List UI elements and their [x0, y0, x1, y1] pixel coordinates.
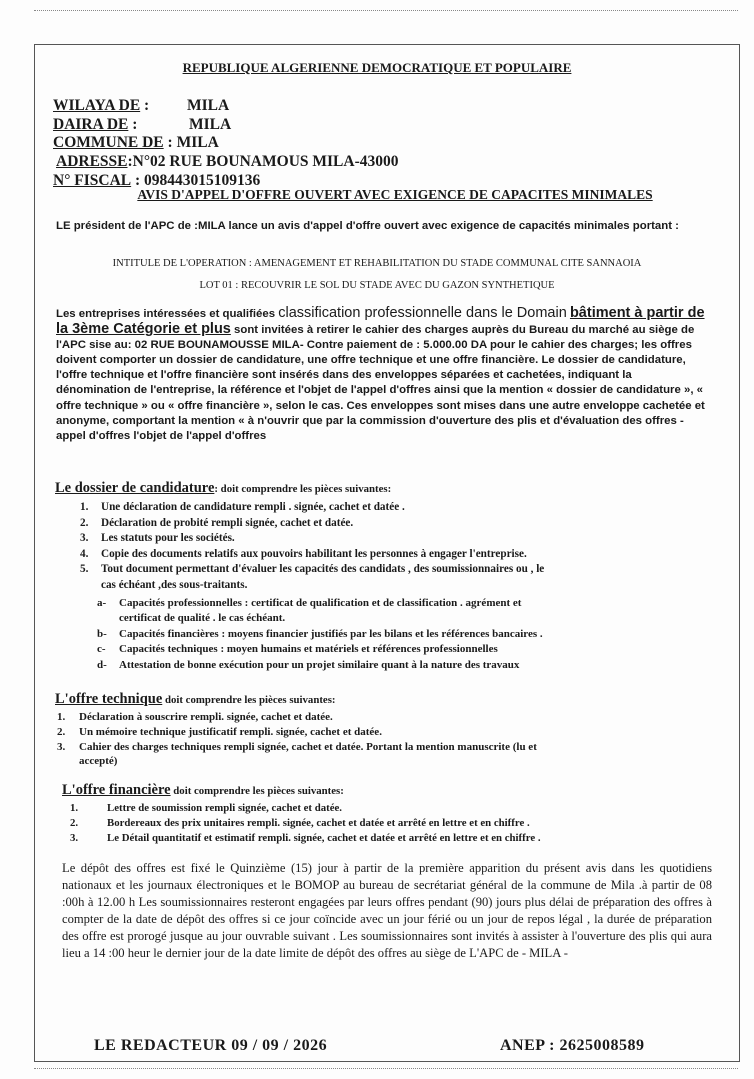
daira-label: DAIRA DE [53, 116, 129, 133]
list-item [80, 562, 754, 578]
anep-number: ANEP : 2625008589 [500, 1037, 645, 1054]
daira-value: MILA [189, 116, 232, 133]
financiere-title: L'offre financière [62, 782, 171, 798]
list-item [97, 596, 754, 611]
list-item-number: d- [97, 658, 107, 671]
list-item [80, 531, 754, 547]
list-item [57, 754, 737, 769]
list-item-text: Capacités techniques : moyen humains et matériels et références professionnelles [119, 643, 498, 656]
list-item-text: Un mémoire technique justificatif rempli. signée, cachet et datée. [79, 725, 382, 738]
document-title: REPUBLIQUE ALGERIENNE DEMOCRATIQUE ET POPULAIRE [182, 60, 572, 75]
operation-title: INTITULE DE L'OPERATION : AMENAGEMENT ET REHABILITATION DU STADE COMMUNAL CITE SANNAOIA [112, 258, 642, 269]
list-item [97, 627, 754, 642]
list-item-text: Déclaration à souscrire rempli. signée, cachet et datée. [79, 711, 333, 723]
financiere-heading [62, 782, 344, 799]
main-paragraph [56, 306, 708, 444]
intro-paragraph: LE président de l'APC de :MILA lance un avis d'appel d'offre ouvert avec exigence de capacités minimales portant : [56, 220, 679, 232]
avis-title: AVIS D'APPEL D'OFFRE OUVERT AVEC EXIGENCE DE CAPACITES MINIMALES [137, 187, 653, 202]
list-item-text: Déclaration de probité rempli signée, cachet et datée. [101, 516, 354, 529]
list-item-text: certificat de qualité . le cas échéant. [119, 612, 286, 625]
commune-value: MILA [176, 134, 219, 151]
main-part2: classification professionnelle dans le Domain [278, 305, 567, 321]
list-item-text: Capacités financières : moyens financier justifiés par les bilans et les références bancaires . [119, 627, 543, 640]
list-item [80, 500, 754, 516]
main-part3: bâtiment à partir de la 3ème Catégorie et plus [56, 305, 705, 338]
list-item-number: 4. [80, 547, 89, 560]
list-item-text: accepté) [79, 755, 118, 768]
commune-label: COMMUNE DE [53, 134, 164, 151]
lot-title: LOT 01 : RECOUVRIR LE SOL DU STADE AVEC DU GAZON SYNTHETIQUE [199, 280, 555, 291]
technique-subtitle: doit comprendre les pièces suivantes: [162, 694, 336, 706]
daira-row: DAIRA DE : MILA [53, 116, 232, 133]
list-item [57, 710, 737, 725]
list-item [80, 578, 754, 594]
list-item-number: c- [97, 643, 106, 656]
list-item [57, 740, 737, 755]
list-item [70, 831, 750, 846]
list-item-text: Capacités professionnelles : certificat de qualification et de classification . agrément et [119, 597, 522, 609]
technique-title: L'offre technique [55, 691, 163, 707]
list-item-number: b- [97, 627, 107, 640]
adresse-value: :N°02 RUE BOUNAMOUS MILA-43000 [127, 153, 399, 170]
top-rule [34, 10, 738, 11]
candidature-title: Le dossier de candidature [55, 480, 215, 496]
list-item-text: Attestation de bonne exécution pour un projet similaire quant à la nature des travaux [119, 658, 520, 671]
redacteur-signature: LE REDACTEUR 09 / 09 / 2026 [94, 1037, 328, 1054]
wilaya-value: MILA [187, 97, 230, 114]
list-item [97, 658, 754, 673]
fiscal-label: N° FISCAL [53, 172, 132, 189]
candidature-subtitle: : doit comprendre les pièces suivantes: [214, 483, 392, 495]
list-item [80, 547, 754, 563]
technique-heading [55, 691, 336, 708]
list-item-number: 2. [70, 816, 79, 829]
list-item-text: Une déclaration de candidature rempli . signée, cachet et datée . [101, 501, 405, 513]
list-item-number: 3. [70, 831, 79, 844]
list-item-text: Tout document permettant d'évaluer les capacités des candidats , des soumissionnaires ou , le [101, 563, 545, 576]
list-item [70, 801, 750, 816]
list-item-text: cas échéant ,des sous-traitants. [101, 579, 248, 591]
list-item [80, 516, 754, 532]
list-item-text: Les statuts pour les sociétés. [101, 532, 235, 545]
list-item-text: Copie des documents relatifs aux pouvoirs habilitant les personnes à engager l'entreprise. [101, 547, 527, 560]
list-item [70, 816, 750, 831]
list-item [57, 725, 737, 740]
list-item-number: 1. [57, 711, 66, 723]
list-item [97, 611, 754, 626]
financiere-subtitle: doit comprendre les pièces suivantes: [170, 785, 344, 797]
list-item-number: 2. [80, 516, 89, 529]
fiscal-value: : 098443015109136 [135, 172, 261, 189]
candidature-heading [55, 480, 391, 497]
list-item-text: Lettre de soumission rempli signée, cachet et datée. [107, 802, 342, 814]
main-part1: Les entreprises intéressées et qualifiées [56, 308, 279, 320]
wilaya-row: WILAYA DE : MILA [53, 97, 230, 114]
list-item-number: a- [97, 597, 107, 609]
list-item-number: 1. [70, 802, 79, 814]
bottom-rule [34, 1068, 738, 1069]
list-item [97, 642, 754, 657]
list-item-text: Le Détail quantitatif et estimatif rempli. signée, cachet et datée et arrêté en lettre et en chiffre . [107, 831, 541, 844]
list-item-number: 3. [80, 532, 89, 545]
final-paragraph: Le dépôt des offres est fixé le Quinzième (15) jour à partir de la première apparition du présent avis dans les quotidiens nationaux et les journaux électroniques et le BOMOP au bureau de secrétariat général de la commune de Mila .à partir de 08 :00h à 12.00 h Les soumissionnaires resteront engagées par leurs offres pendant (90) jours plus délai de préparation des offres à compter de la date de dépôt des offres si ce jour coïncide avec un jour férié ou un jour de repos légal , la durée de préparation des offre est prorogé jusque au jour ouvrable suivant . Les soumissionnaires sont invités à assister à l'ouverture des plis qui aura lieu a 14 :00 heur le dernier jour de la date limite de dépôt des offres au siège de L'APC de - MILA - [62, 861, 712, 961]
list-item-number: 5. [80, 563, 89, 576]
list-item-number: 2. [57, 725, 66, 738]
commune-row: COMMUNE DE : MILA [53, 134, 219, 151]
adresse-label: ADRESSE [56, 153, 128, 170]
list-item-text: Bordereaux des prix unitaires rempli. signée, cachet et datée et arrêté en lettre et en chiffre . [107, 816, 530, 829]
list-item-text: Cahier des charges techniques rempli signée, cachet et datée. Portant la mention manuscrite (lu et [79, 740, 537, 753]
adresse-row [56, 153, 399, 171]
wilaya-label: WILAYA DE [53, 97, 141, 114]
list-item-number: 1. [80, 501, 89, 513]
list-item-number: 3. [57, 740, 66, 753]
main-part4: sont invitées à retirer le cahier des charges auprès du Bureau du marché au siège de l'APC sise au: 02 RUE BOUNAMOUSSE MILA- Contre paiement de : 5.000.00 DA pour le cahier des charges; les offres doivent comporter un dossier de candidature, une offre technique et une offre financière. Le dossier de candidature, l'offre technique et l'offre financière sont insérés dans des enveloppes séparées et cachetées, indiquant la dénomination de l'entreprise, la référence et l'objet de l'appel d'offres ainsi que la mention « dossier de candidature », « offre technique » ou « offre financière », selon le cas. Ces enveloppes sont mises dans une autre enveloppe cachetée et anonyme, comportant la mention « à n'ouvrir que par la commission d'ouverture des plis et d'évaluation des offres - appel d'offres l'objet de l'appel d'offres [56, 324, 705, 442]
